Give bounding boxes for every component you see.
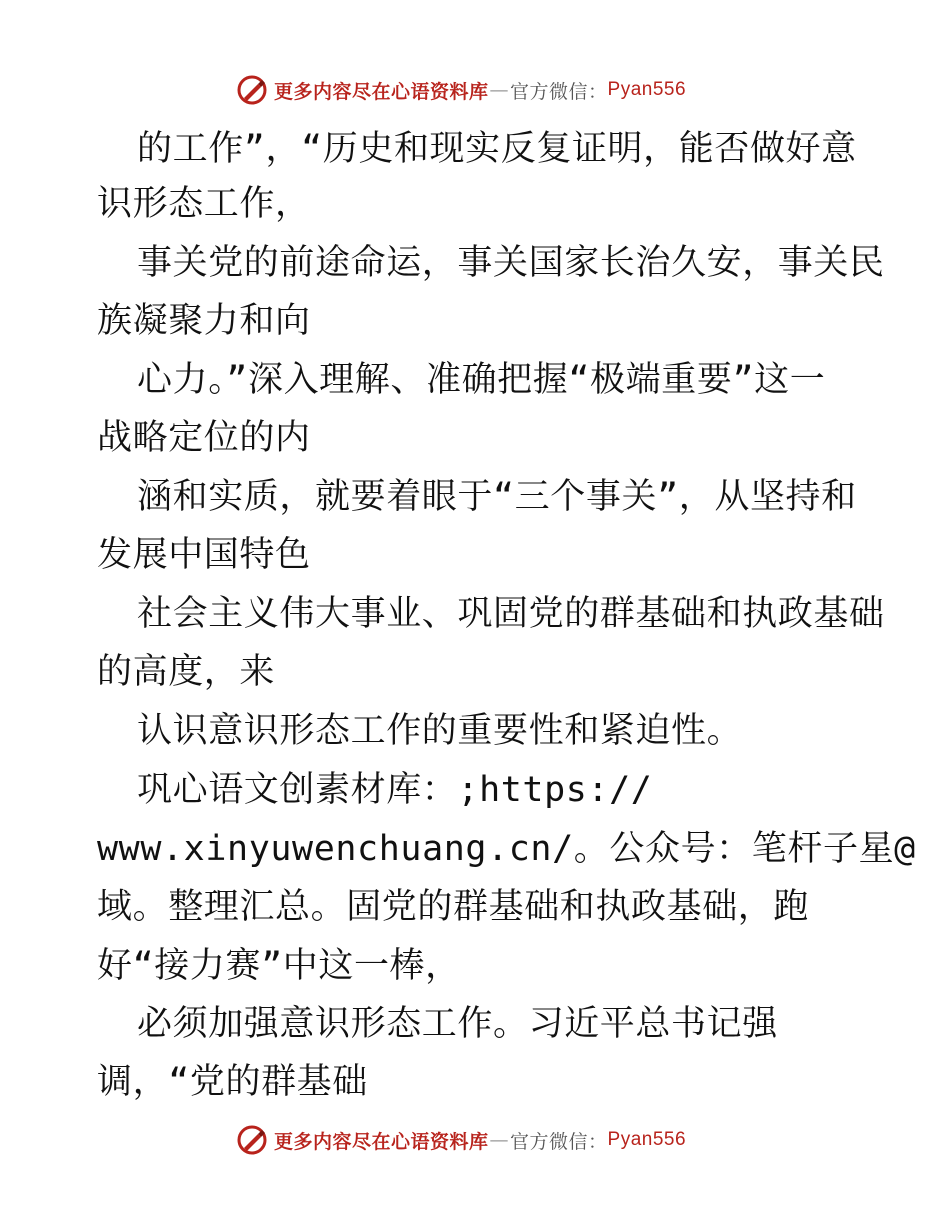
banner-wechat-account: Pyan556 (607, 79, 687, 100)
banner-dash: — (489, 1129, 510, 1151)
banner-site-text: 更多内容尽在心语资料库 (274, 1130, 489, 1153)
header-banner (236, 72, 716, 108)
text-line: 必须加强意识形态工作。习近平总书记强 (137, 1004, 778, 1044)
text-line: 事关党的前途命运，事关国家长治久安，事关民 (137, 243, 885, 283)
banner-wechat-label: 官方微信： (510, 80, 608, 103)
pen-logo-icon (236, 1124, 268, 1156)
text-line: 调，“党的群基础 (97, 1062, 368, 1102)
text-line: 的工作”，“历史和现实反复证明，能否做好意 (137, 129, 857, 169)
banner-wechat-label: 官方微信： (510, 1130, 608, 1153)
text-line: 涵和实质，就要着眼于“三个事关”，从坚持和 (137, 477, 857, 517)
text-line: 战略定位的内 (97, 418, 311, 458)
footer-banner (236, 1122, 716, 1158)
text-line: 心力。”深入理解、准确把握“极端重要”这一 (137, 360, 826, 400)
text-line: 巩心语文创素材库：;https:// (137, 770, 653, 810)
banner-wechat-account: Pyan556 (607, 1129, 687, 1150)
text-line: 好“接力赛”中这一棒， (97, 946, 461, 986)
text-line: 族凝聚力和向 (97, 301, 311, 341)
banner-site-text: 更多内容尽在心语资料库 (274, 80, 489, 103)
text-line: 发展中国特色 (97, 535, 311, 575)
text-line: 域。整理汇总。固党的群基础和执政基础，跑 (97, 887, 810, 927)
text-line: 社会主义伟大事业、巩固党的群基础和执政基础 (137, 594, 885, 634)
text-line: www.xinyuwenchuang.cn/。公众号：笔杆子星@ (97, 829, 916, 869)
text-line: 识形态工作， (97, 184, 311, 224)
text-line: 认识意识形态工作的重要性和紧迫性。 (137, 711, 743, 751)
text-line: 的高度，来 (97, 652, 276, 692)
pen-logo-icon (236, 74, 268, 106)
banner-dash: — (489, 79, 510, 101)
